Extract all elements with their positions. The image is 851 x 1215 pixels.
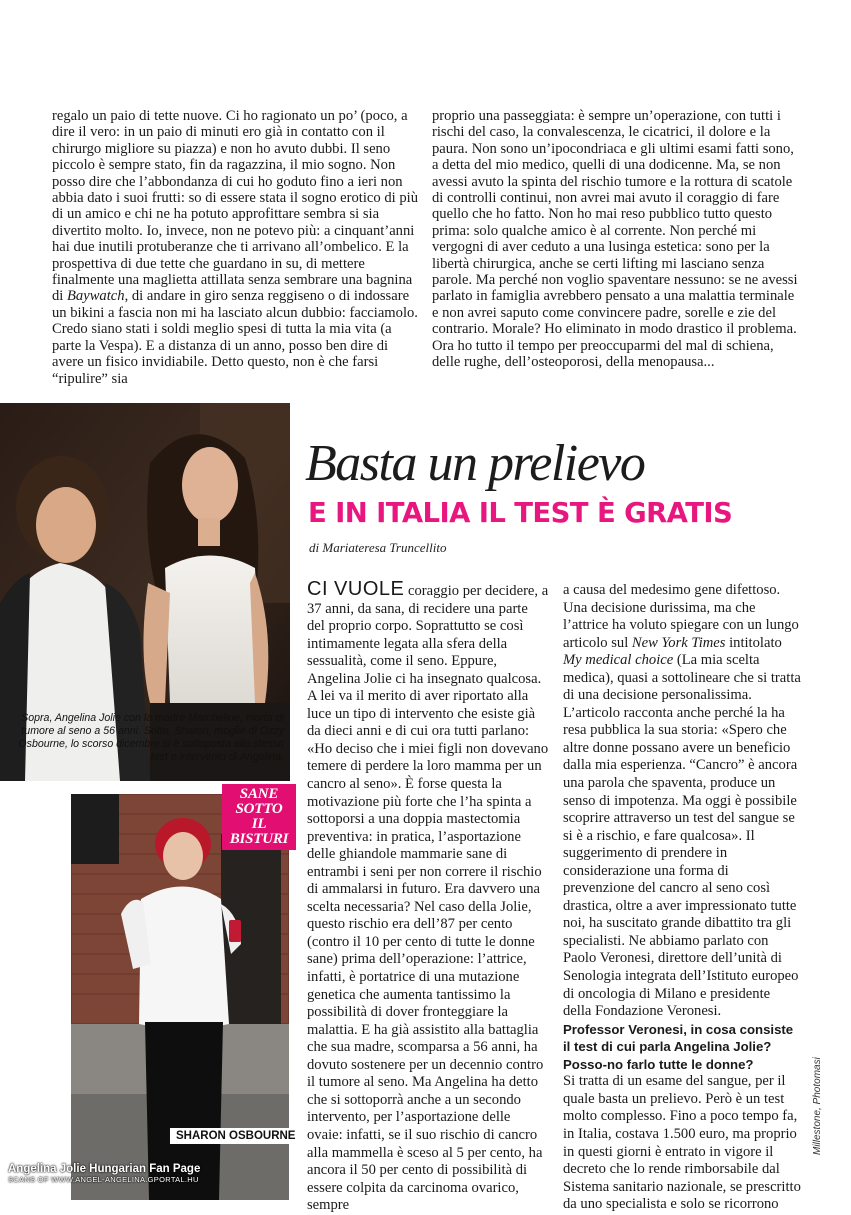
badge-sane-sotto-il-bisturi <box>222 784 296 850</box>
newspaper-title: New York Times <box>631 634 726 651</box>
interview-question: Professor Veronesi, in cosa consiste il test di cui parla Angelina Jolie? Posso-no farlo tutte le donne? <box>563 1021 794 1072</box>
badge-line: SOTTO IL <box>235 801 283 832</box>
byline: di Mariateresa Truncellito <box>309 540 447 555</box>
watermark-title: Angelina Jolie Hungarian Fan Page <box>8 1163 201 1175</box>
paragraph: CI VUOLE coraggio per decidere, a 37 anni, da sana, di recidere una parte del proprio corpo. Soprattutto se così intimamente legata alla sfera della sessualità, come il seno. Eppure, Angelina Jolie ci ha insegnato qualcosa. A lei va il merito di aver riportato alla luce un tipo di intervento che esiste già da dieci anni e di cui ora tutti parlano: «Ho deciso che i miei figli non dovevano temere di perdere la loro mamma per un cancro al seno». È forse questa la motivazione più forte che l’ha spinta a sottoporsi a una doppia mastectomia preventiva: in pratica, l’asportazione delle ghiandole mammarie sane di entrambi i seni per non correre il rischio di ammalarsi in futuro. Era davvero una scelta necessaria? Nel caso della Jolie, questo rischio era dell’87 per cento (contro il 10 per cento di tutte le donne sane) prima dell’operazione: l’attrice, infatti, è portatrice di una mutazione genetica che aumenta tantissimo la possibilità di dover fronteggiare la malattia. E ha già assistito alla battaglia che sua madre, scomparsa a 56 anni, ha dovuto sostenere per un decennio contro il tumore al seno. Ma Angelina ha detto che si sottoporrà anche a un secondo intervento, per l’asportazione delle ovaie: infatti, se il suo rischio di cancro alla mammella è sceso al 5 per cento, ha ancora il 50 per cento di possibilità di essere colpita da carcinoma ovarico, sempre <box>307 578 549 1214</box>
lead-in: CI VUOLE <box>307 578 405 600</box>
paragraph: regalo un paio di tette nuove. Ci ho ragionato un po’ (poco, a dire il vero: in un paio di minuti ero già in contatto con il chirurgo migliore su piazza) e non ho avuto dubbi. Il seno piccolo è sempre stato, fin da ragazzina, il mio sogno. Non posso dire che l’abbondanza di cui ho goduto fino a ieri non abbia dato i suoi frutti: so di essere stata il sogno erotico di più di un amico e chi ne ha potuto approfittare sembra si sia divertito molto. Io, invece, non ne potevo più: a cinquant’anni hai due inutili protuberanze che ti arrivano all’ombelico. E la prospettiva di due tette che guardano in su, di mettere finalmente una maglietta attillata senza sembrare una bagnina di Baywatch, di andare in giro senza reggiseno o di indossare un bikini a fascia non mi ha lasciato alcun dubbio: facciamolo. Credo siano stati i soldi meglio spesi di tutta la mia vita (a parte la Vespa). E a distanza di un anno, posso ben dire di avere un fisico invidiabile. Detto questo, non è che farsi “ripulire” sia <box>52 108 418 387</box>
name-label: SHARON OSBOURNE <box>170 1128 301 1144</box>
paragraph: a causa del medesimo gene difettoso. Una decisione durissima, ma che l’attrice ha voluto spiegare con un lungo articolo sul New York Times intitolato My medical choice (La mia scelta medica), quasi a sottolineare che si tratta di una decisione personalissima. L’articolo racconta anche perché la ha resa pubblica la sua storia: «Spero che altre donne possano avere un beneficio dalla mia esperienza. “Cancro” è ancora una parola che spaventa, produce un senso di impotenza. Ma oggi è possibile scoprire attraverso un test del sangue se si è a rischio, e fare qualcosa». Il suggerimento di prendere in considerazione una forma di prevenzione del cancro al seno così drastica, oltre a aver impressionato tutte noi, ha suscitato grande dibattito tra gli specialisti. Ne abbiamo parlato con Paolo Veronesi, direttore dell’unità di Senologia integrata dell’Istituto europeo di oncologia di Milano e presidente della Fondazione Veronesi. <box>563 582 801 1020</box>
badge-line: SANE <box>239 786 279 802</box>
subheadline: E IN ITALIA IL TEST È GRATIS <box>308 497 733 529</box>
baywatch-title: Baywatch <box>67 288 125 305</box>
watermark <box>8 1163 200 1184</box>
continued-text-left <box>52 108 418 387</box>
headline: Basta un prelievo <box>305 435 645 492</box>
article-column-2 <box>563 582 801 1214</box>
paragraph: proprio una passeggiata: è sempre un’operazione, con tutti i rischi del caso, la convalescenza, le cicatrici, il dolore e la paura. Non sono un’ipocondriaca e gli ultimi esami fatti sono, a detta del mio medico, quelli di una dodicenne. Ma, se non avessi avuto la spinta del rischio tumore e la rottura di scatole di controlli continui, non avrei mai avuto il coraggio di fare quello che ho fatto. Non ho mai reso pubblico tutto questo prima: solo qualche amico è al corrente. Non perché mi vergogni di aver ceduto a una lusinga estetica: sono per la libertà chirurgica, anche se certi lifting mi lasciano senza parole. Ma perché non voglio spaventare nessuno: se ne avessi parlato in famiglia avrebbero pensato a una malattia terminale e non avrei saputo come convincere padre, sorelle e zie del contrario. Morale? Ho eliminato in modo drastico il problema. Ora ho tutto il tempo per preoccuparmi del mal di schiena, delle rughe, dell’osteoporosi, della menopausa... <box>432 108 798 371</box>
photo-caption: Sopra, Angelina Jolie con la madre Marcheline, morta di tumore al seno a 56 anni. Sotto, Sharon, moglie di Ozzy Osbourne, lo scorso dicembre si è sottoposta allo stesso test e intervento di Angelina. <box>18 712 284 763</box>
interview-answer: Si tratta di un esame del sangue, per il quale basta un prelievo. Però è un test molto complesso. Fino a poco tempo fa, in Italia, costava 1.500 euro, ma proprio in questi giorni è entrato in vigore il decreto che lo rende rimborsabile dal Sistema sanitario nazionale, se prescritto da uno specialista e solo se ricorrono <box>563 1073 801 1213</box>
badge-line: BISTURI <box>229 831 289 847</box>
article-title: My medical choice <box>563 652 674 669</box>
continued-text-right <box>432 108 798 371</box>
article-column-1 <box>307 578 549 1215</box>
watermark-url: SCANS OF WWW.ANGEL-ANGELINA.GPORTAL.HU <box>8 1175 199 1184</box>
photo-credit: Millestone, Photomasi <box>812 1057 823 1155</box>
